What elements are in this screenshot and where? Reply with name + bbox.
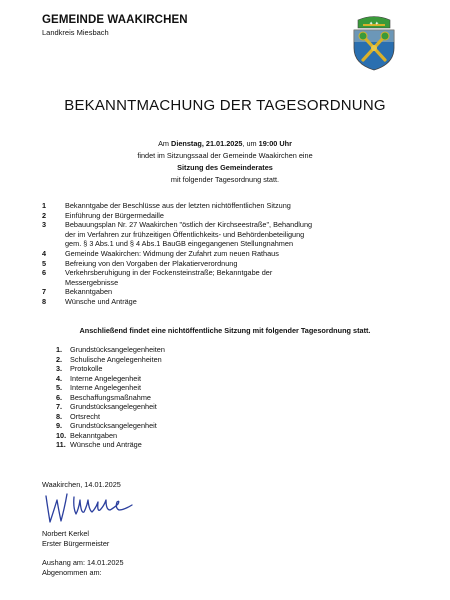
list-item-continuation xyxy=(42,278,412,288)
item-text: Beschaffungsmaßnahme xyxy=(70,392,151,402)
posted-date: Aushang am: 14.01.2025 xyxy=(42,558,124,567)
signer-title: Erster Bürgermeister xyxy=(42,539,110,548)
item-text: Wünsche und Anträge xyxy=(70,440,142,449)
item-text: Befreiung von den Vorgaben der Plakatierverordnung xyxy=(65,258,238,268)
item-text: Gemeinde Waakirchen: Widmung der Zufahrt zum neuen Rathaus xyxy=(65,248,279,258)
item-text: Bebauungsplan Nr. 27 Waakirchen "östlich der Kirchseestraße", Behandlung xyxy=(65,220,313,230)
item-number: 7 xyxy=(42,287,47,297)
signer-name: Norbert Kerkel xyxy=(42,529,90,538)
item-text: Ortsrecht xyxy=(70,411,101,421)
item-number: 5 xyxy=(42,258,47,268)
agenda-intro-line: mit folgender Tagesordnung statt. xyxy=(170,175,280,184)
item-number: 1. xyxy=(56,345,63,354)
date-prefix: Am xyxy=(158,139,172,148)
item-number: 7. xyxy=(56,402,63,411)
list-item xyxy=(42,268,412,278)
list-item xyxy=(42,287,412,297)
meeting-type: Sitzung des Gemeinderates xyxy=(177,163,273,172)
item-text: Grundstücksangelegenheiten xyxy=(70,345,165,354)
item-text: Einführung der Bürgermedaille xyxy=(65,210,164,220)
item-text: Grundstücksangelegenheit xyxy=(70,402,157,411)
item-number: 4 xyxy=(42,248,47,258)
item-text: Bekanntgaben xyxy=(70,430,118,440)
item-number: 10. xyxy=(56,430,67,440)
list-item xyxy=(56,431,165,441)
removed-date: Abgenommen am: xyxy=(42,568,102,577)
item-number: 3 xyxy=(42,220,47,230)
meeting-location-line: findet im Sitzungssaal der Gemeinde Waakirchen eine xyxy=(137,151,313,160)
item-text: der im Verfahren zur frühzeitigen Öffentlichkeits- und Behördenbeteiligung xyxy=(65,229,305,239)
list-item xyxy=(42,249,412,259)
meeting-date: Dienstag, 21.01.2025 xyxy=(171,139,243,148)
nonpublic-agenda-list xyxy=(56,345,165,450)
item-number: 6. xyxy=(56,392,63,402)
item-number: 2 xyxy=(42,210,47,220)
item-text: Grundstücksangelegenheit xyxy=(70,421,157,430)
item-text: Bekanntgaben xyxy=(65,287,113,297)
coat-of-arms-icon xyxy=(349,14,399,72)
item-number: 2. xyxy=(56,354,63,364)
meeting-date-line xyxy=(0,139,450,148)
item-text: Schulische Angelegenheiten xyxy=(70,354,162,364)
item-text: Interne Angelegenheit xyxy=(70,373,142,383)
item-text: Protokolle xyxy=(70,364,103,373)
public-agenda-list xyxy=(42,201,412,307)
list-item xyxy=(42,297,412,307)
item-text: Interne Angelegenheit xyxy=(70,383,142,392)
item-number: 5. xyxy=(56,383,63,392)
list-item xyxy=(42,220,412,230)
item-number: 8. xyxy=(56,411,63,421)
list-item xyxy=(42,211,412,221)
item-number: 4. xyxy=(56,373,63,383)
list-item xyxy=(56,393,165,403)
item-text: Bekanntgabe der Beschlüsse aus der letzten nichtöffentlichen Sitzung xyxy=(65,201,291,210)
item-number: 11. xyxy=(56,440,66,449)
list-item xyxy=(56,364,165,374)
list-item xyxy=(56,355,165,365)
list-item xyxy=(42,201,412,211)
list-item xyxy=(56,374,165,384)
list-item xyxy=(56,440,165,450)
item-text: Verkehrsberuhigung in der Fockensteinstraße; Bekanntgabe der xyxy=(65,268,273,278)
item-number: 1 xyxy=(42,201,47,210)
document-title: BEKANNTMACHUNG DER TAGESORDNUNG xyxy=(64,97,386,114)
item-number: 3. xyxy=(56,364,63,373)
date-mid: , um xyxy=(242,139,259,148)
signature-icon xyxy=(40,488,140,528)
district-name: Landkreis Miesbach xyxy=(42,28,109,37)
list-item-continuation xyxy=(42,230,412,240)
list-item xyxy=(42,259,412,269)
list-item xyxy=(56,412,165,422)
place-and-date: Waakirchen, 14.01.2025 xyxy=(42,480,121,489)
meeting-time: 19:00 Uhr xyxy=(258,139,292,148)
item-text: Wünsche und Anträge xyxy=(65,296,137,306)
item-text: Messergebnisse xyxy=(65,277,119,287)
list-item xyxy=(56,421,165,431)
item-text: gem. § 3 Abs.1 und § 4 Abs.1 BauGB eingegangenen Stellungnahmen xyxy=(65,239,293,249)
municipality-name: GEMEINDE WAAKIRCHEN xyxy=(42,14,188,26)
list-item xyxy=(56,345,165,355)
list-item-continuation xyxy=(42,239,412,249)
item-number: 9. xyxy=(56,421,63,430)
item-number: 8 xyxy=(42,296,47,306)
list-item xyxy=(56,402,165,412)
nonpublic-session-heading: Anschließend findet eine nichtöffentliche Sitzung mit folgender Tagesordnung statt. xyxy=(79,326,371,335)
list-item xyxy=(56,383,165,393)
item-number: 6 xyxy=(42,268,47,278)
svg-text:✦ ✦: ✦ ✦ xyxy=(369,21,379,27)
